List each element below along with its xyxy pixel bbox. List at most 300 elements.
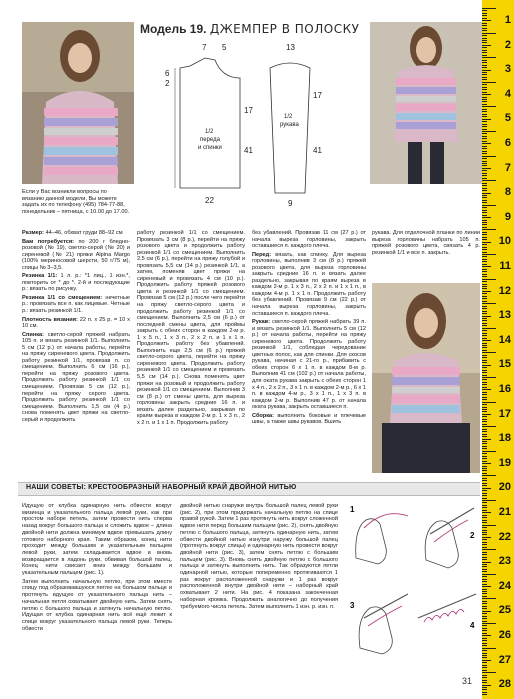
ruler-tick bbox=[482, 443, 487, 444]
ruler-tick bbox=[482, 468, 487, 469]
ruler-tick bbox=[482, 261, 487, 262]
tips-step-1: Идущую от клубка одинарную нить обвести вокруг мизинца и указательного пальца левой руки, как при простом наборе петель, затем провести нить сперва назад вокруг большого пальца и сложить вдвое – длина двойной нити должна минимум вдвое превышать длину готового наборного края. Таким образом, конец нити проходит между большим и указательным пальцем левой руки, затем складывается вдвое и вновь возвращается в ладонь руки, обвивая большой палец. Конец нити свисает вниз между большим и указательным пальцем (рис. 1). bbox=[22, 503, 172, 577]
tips-step-2: Затем выполнить начальную петлю, при этом вместе спицу под образовавшуюся петлю на большом пальце и протянуть идущую от указательного пальца нить – начальная петля охватывает двойную нить. Затем снять петлю с большого пальца и затянуть начальную петлю. Идущая от клубка одинарная нить всё ещё лежит к спице вокруг указательного пальца левой руки. Теперь обвести bbox=[22, 578, 172, 632]
ruler-tick bbox=[482, 571, 487, 572]
ruler-tick bbox=[482, 589, 487, 590]
ruler-tick bbox=[482, 470, 487, 471]
ruler-tick bbox=[482, 389, 491, 390]
ruler-number: 21 bbox=[498, 506, 511, 518]
ruler-tick bbox=[482, 254, 496, 255]
ruler-tick bbox=[482, 116, 487, 117]
ruler-tick bbox=[482, 121, 487, 122]
ruler-tick bbox=[482, 638, 487, 639]
ruler-tick bbox=[482, 109, 487, 110]
ruler-tick bbox=[482, 333, 487, 334]
ruler-tick bbox=[482, 446, 487, 447]
ruler-tick bbox=[482, 67, 487, 68]
ruler-tick bbox=[482, 500, 496, 501]
ruler-tick bbox=[482, 126, 487, 127]
ruler-tick bbox=[482, 662, 487, 663]
ruler-tick bbox=[482, 689, 487, 690]
ruler-tick bbox=[482, 234, 487, 235]
ruler-tick bbox=[482, 212, 487, 213]
ruler-tick bbox=[482, 569, 487, 570]
ruler-tick bbox=[482, 249, 487, 250]
tips-column-1 bbox=[22, 503, 172, 634]
schema-sleeve-height: 41 bbox=[313, 146, 322, 155]
ruler-tick bbox=[482, 35, 487, 36]
ruler-tick bbox=[482, 377, 496, 378]
ruler-tick bbox=[482, 672, 496, 673]
ruler-tick bbox=[482, 625, 487, 626]
ruler-number: 3 bbox=[504, 63, 511, 76]
ruler-tick bbox=[482, 205, 496, 206]
ruler-tick bbox=[482, 557, 487, 558]
ruler-tick bbox=[482, 170, 487, 171]
front-paragraph: Перед: вязать, как спинку. Для выреза горловины, выполнив 3 см (8 р.) пряжей розового цвета, для выреза горловины закрыть средние 16 п. и вязать далее раздельно, закрывая по краям выреза в каждом 2-м р. 1 х 3 п., 2 х 2 п. и 1 х 1 п., в каждом 4-м р. 1 х 1 п. Продолжить работу без убавлений. Провязав 9 см (22 р.) от начала выреза горловины, закрыть оставшиеся п. каждого плеча. bbox=[252, 251, 366, 317]
schema-front-top-6: 6 bbox=[165, 69, 170, 78]
ruler-tick bbox=[482, 188, 487, 189]
ruler-tick bbox=[482, 200, 487, 201]
schema-sleeve-label-1: 1/2 bbox=[284, 114, 293, 120]
ruler-tick bbox=[482, 670, 487, 671]
ruler-tick bbox=[482, 537, 491, 538]
size-paragraph: Размер: 44–46, обхват груди 88–92 см bbox=[22, 230, 123, 236]
model-photo-front bbox=[22, 22, 134, 184]
ruler-tick bbox=[482, 633, 487, 634]
ruler-tick bbox=[482, 411, 487, 412]
ruler-tick bbox=[482, 539, 487, 540]
ruler-tick bbox=[482, 136, 487, 137]
svg-text:2: 2 bbox=[470, 531, 475, 540]
model-photo-front-image bbox=[22, 22, 134, 184]
ruler-tick bbox=[482, 193, 491, 194]
ruler-tick bbox=[482, 429, 487, 430]
ruler-tick bbox=[482, 207, 487, 208]
ruler-tick bbox=[482, 259, 487, 260]
ruler-tick bbox=[482, 547, 487, 548]
model-number: Модель 19. bbox=[140, 22, 207, 36]
ruler-number: 23 bbox=[498, 555, 511, 568]
ruler-tick bbox=[482, 517, 487, 518]
ruler-tick bbox=[482, 153, 487, 154]
ruler-tick bbox=[482, 667, 487, 668]
back-continued-paragraph: работу резинкой 1/1 со смещением. Провязать 3 см (8 р.), перейти на пряжу розового цвета и продолжить работу резинкой 1/1 со смещением. Выполнить 2,5 см (6 р.), перейти на пряжу голубой и провязать 5,5 см (14 р.) резинкой 1/1, а затем, поменяв цвет пряжи на сиреневый и провязать 4 см (10 р.). Продолжить работу пряжей розового цвета и резинкой 1/1 со смещением. Провязав 5 см (12 р.) после чего перейти на пряжу светло-серого цвета и продолжить работу резинкой 1/1 со смещением. Выполнить 2,5 см (6 р.) от последней смены цвета, для проймы закрыть с обеих сторон в каждом 2-м р. 1 х 5 п., 1 х 3 п., 2 х 2 п. и 1 х 1 п. Продолжить работу без убавлений. Выполнить еще 2,5 см (6 р.) пряжей светло-серого цвета, перейти на пряжу сиреневого цвета. Продолжить работу резинкой 1/1 со смещением и провязать 5,5 см (14 р.). Снова поменять цвет пряжи на розовый и продолжить работу резинкой 1/1 со смещением. Выполнив 3 см (8 р.) от смены цвета, для выреза горловины закрыть средние 16 п. и вязать далее раздельно, закрывая по краям выреза в каждом 2-м р. 1 х 3 п., 2 х 2 п. и 1 х 1 п. Продолжить работу bbox=[137, 230, 245, 426]
ruler-tick bbox=[482, 190, 487, 191]
ruler-tick bbox=[482, 687, 487, 688]
ruler-tick bbox=[482, 421, 487, 422]
ruler-tick bbox=[482, 60, 487, 61]
ruler-tick bbox=[482, 232, 487, 233]
model-photo-seated bbox=[372, 283, 480, 473]
ruler-tick bbox=[482, 165, 487, 166]
ruler-tick bbox=[482, 264, 487, 265]
ruler-tick bbox=[482, 525, 496, 526]
ruler-tick bbox=[482, 375, 487, 376]
schema-front-top-2: 2 bbox=[165, 79, 170, 88]
ruler-tick bbox=[482, 131, 496, 132]
model-photo-full bbox=[370, 22, 482, 184]
ruler-tick bbox=[482, 453, 487, 454]
ruler-tick bbox=[482, 224, 487, 225]
ruler-tick bbox=[482, 581, 487, 582]
ruler-tick bbox=[482, 237, 487, 238]
ruler-tick bbox=[482, 161, 487, 162]
ruler-tick bbox=[482, 197, 487, 198]
svg-text:3: 3 bbox=[350, 601, 355, 610]
ruler-tick bbox=[482, 303, 496, 304]
schema-front-label-2: переда bbox=[200, 137, 220, 143]
ruler-tick bbox=[482, 124, 487, 125]
ruler-tick bbox=[482, 379, 487, 380]
ruler-tick bbox=[482, 507, 487, 508]
ruler-tick bbox=[482, 45, 491, 46]
figure-1 bbox=[350, 505, 408, 564]
ruler-tick bbox=[482, 323, 487, 324]
ruler-tick bbox=[482, 601, 487, 602]
ruler-tick bbox=[482, 183, 487, 184]
ruler-tick bbox=[482, 591, 487, 592]
ruler-number: 19 bbox=[498, 456, 511, 469]
ruler-tick bbox=[482, 247, 487, 248]
ruler-tick bbox=[482, 478, 487, 479]
ruler-tick bbox=[482, 291, 491, 292]
ruler-tick bbox=[482, 515, 487, 516]
ruler-tick bbox=[482, 680, 487, 681]
ruler-tick bbox=[482, 163, 487, 164]
ruler-tick bbox=[482, 328, 496, 329]
ruler-tick bbox=[482, 104, 487, 105]
ruler-tick bbox=[482, 138, 487, 139]
ruler-tick bbox=[482, 215, 487, 216]
ruler-tick bbox=[482, 47, 487, 48]
ruler-number: 2 bbox=[504, 38, 511, 51]
ruler-tick bbox=[482, 463, 491, 464]
ruler-tick bbox=[482, 657, 487, 658]
text-column-4 bbox=[372, 230, 480, 258]
ruler-number: 7 bbox=[504, 161, 511, 174]
ruler-tick bbox=[482, 279, 496, 280]
schema-sleeve-bottom: 9 bbox=[288, 199, 293, 208]
ruler-tick bbox=[482, 30, 487, 31]
ruler-tick bbox=[482, 451, 496, 452]
ruler-tick bbox=[482, 660, 491, 661]
ruler-tick bbox=[482, 99, 487, 100]
ruler-tick bbox=[482, 458, 487, 459]
ruler-number: 11 bbox=[499, 260, 511, 272]
ruler-tick bbox=[482, 456, 487, 457]
ruler-number: 22 bbox=[498, 530, 511, 543]
ruler-number: 27 bbox=[498, 653, 511, 666]
ruler-tick bbox=[482, 562, 491, 563]
ruler-tick bbox=[482, 173, 487, 174]
ruler-tick bbox=[482, 94, 491, 95]
ruler-tick bbox=[482, 180, 496, 181]
tips-header bbox=[18, 482, 480, 496]
ruler-tick bbox=[482, 229, 496, 230]
ruler-tick bbox=[482, 616, 487, 617]
ruler-tick bbox=[482, 628, 487, 629]
ruler-tick bbox=[482, 404, 487, 405]
ruler-tick bbox=[482, 318, 487, 319]
ruler-tick bbox=[482, 399, 487, 400]
ruler-tick bbox=[482, 320, 487, 321]
ruler-tick bbox=[482, 352, 496, 353]
ruler-tick bbox=[482, 502, 487, 503]
ruler-tick bbox=[482, 655, 487, 656]
ruler-tick bbox=[482, 372, 487, 373]
ruler-tick bbox=[482, 574, 496, 575]
ruler-tick bbox=[482, 151, 487, 152]
ruler-tick bbox=[482, 407, 487, 408]
ruler-tick bbox=[482, 106, 496, 107]
ruler-tick bbox=[482, 439, 491, 440]
ruler-number: 5 bbox=[504, 112, 511, 125]
schema-front-shoulder: 7 bbox=[202, 43, 207, 52]
ruler-tick bbox=[482, 338, 487, 339]
ruler-number: 16 bbox=[498, 383, 511, 395]
ruler-tick bbox=[482, 554, 487, 555]
ruler-tick bbox=[482, 244, 487, 245]
model-photo-full-image bbox=[370, 22, 482, 184]
model-photo-seated-image bbox=[372, 283, 480, 473]
ruler-tick bbox=[482, 119, 491, 120]
figure-3 bbox=[350, 594, 408, 654]
ruler-number: 1 bbox=[504, 14, 511, 26]
ruler-tick bbox=[482, 603, 487, 604]
ruler-tick bbox=[482, 564, 487, 565]
ruler-tick bbox=[482, 220, 487, 221]
neckband-paragraph: рукава. Для отделочной планки по линии выреза горловины набрать 105 п. пряжей розового цвета, связать 4 р. резинкой 1/1 и все п. закрыть. bbox=[372, 230, 480, 256]
ruler-tick bbox=[482, 15, 487, 16]
ruler-number: 10 bbox=[498, 235, 511, 248]
ruler-tick bbox=[482, 505, 487, 506]
ruler-tick bbox=[482, 593, 487, 594]
ruler-tick bbox=[482, 392, 487, 393]
ruler-tick bbox=[482, 416, 487, 417]
ruler-tick bbox=[482, 298, 487, 299]
ruler-tick bbox=[482, 239, 487, 240]
article-title bbox=[140, 22, 359, 36]
ruler-tick bbox=[482, 266, 491, 267]
ruler-tick bbox=[482, 340, 491, 341]
ruler-tick bbox=[482, 611, 491, 612]
ruler-number: 15 bbox=[498, 358, 511, 371]
ruler-tick bbox=[482, 42, 487, 43]
tips-title: НАШИ СОВЕТЫ: КРЕСТООБРАЗНЫЙ НАБОРНЫЙ КРАЙ ДВОЙНОЙ НИТЬЮ bbox=[26, 484, 297, 491]
ruler-tick bbox=[482, 271, 487, 272]
text-column-1 bbox=[22, 230, 130, 425]
ruler-tick bbox=[482, 367, 487, 368]
ruler-tick bbox=[482, 330, 487, 331]
ruler-number: 24 bbox=[498, 579, 511, 592]
gauge-paragraph: Плотность вязания: 22 п. х 25 р. = 10 х 10 см. bbox=[22, 316, 130, 330]
ruler-tick bbox=[482, 461, 487, 462]
ruler-tick bbox=[482, 552, 487, 553]
ruler-tick bbox=[482, 402, 496, 403]
back-end-paragraph: без убавлений. Провязав 11 см (27 р.) от начала выреза горловины, закрыть оставшиеся п. каждого плеча. bbox=[252, 230, 366, 250]
ruler-tick bbox=[482, 598, 496, 599]
ruler-tick bbox=[482, 414, 491, 415]
ruler-tick bbox=[482, 146, 487, 147]
ruler-tick bbox=[482, 65, 487, 66]
ruler-tick bbox=[482, 630, 487, 631]
ruler-tick bbox=[482, 335, 487, 336]
ruler-tick bbox=[482, 286, 487, 287]
page-number: 31 bbox=[462, 676, 473, 686]
ruler-tick bbox=[482, 293, 487, 294]
ruler-tick bbox=[482, 534, 487, 535]
ruler-tick bbox=[482, 542, 487, 543]
ruler-tick bbox=[482, 586, 491, 587]
ruler-tick bbox=[482, 101, 487, 102]
ruler-tick bbox=[482, 397, 487, 398]
ruler-tick bbox=[482, 20, 491, 21]
ruler-tick bbox=[482, 79, 487, 80]
ruler-tick bbox=[482, 424, 487, 425]
ruler-tick bbox=[482, 288, 487, 289]
ruler-tick bbox=[482, 512, 491, 513]
svg-text:1: 1 bbox=[350, 505, 355, 514]
ruler-number: 26 bbox=[498, 629, 511, 641]
ruler-tick bbox=[482, 55, 487, 56]
ruler-tick bbox=[482, 544, 487, 545]
ruler-tick bbox=[482, 97, 487, 98]
svg-text:4: 4 bbox=[470, 621, 475, 630]
ruler-number: 13 bbox=[498, 309, 511, 322]
ruler-tick bbox=[482, 129, 487, 130]
ruler-tick bbox=[482, 313, 487, 314]
ruler-tick bbox=[482, 419, 487, 420]
ruler-tick bbox=[482, 133, 487, 134]
ruler-tick bbox=[482, 608, 487, 609]
ruler-tick bbox=[482, 227, 487, 228]
schema-sleeve-top: 13 bbox=[286, 43, 295, 52]
ruler-tick bbox=[482, 520, 487, 521]
ruler-tick bbox=[482, 18, 487, 19]
ruler-tick bbox=[482, 178, 487, 179]
ruler-tick bbox=[482, 70, 491, 71]
ruler-tick bbox=[482, 256, 487, 257]
ruler-tick bbox=[482, 175, 487, 176]
ruler-tick bbox=[482, 82, 496, 83]
ruler-tick bbox=[482, 345, 487, 346]
ruler-tick bbox=[482, 325, 487, 326]
ruler-tick bbox=[482, 436, 487, 437]
ruler-tick bbox=[482, 665, 487, 666]
ruler-tick bbox=[482, 685, 491, 686]
ruler-tick bbox=[482, 87, 487, 88]
ruler-number: 9 bbox=[504, 210, 511, 223]
ruler-tick bbox=[482, 141, 487, 142]
ruler-tick bbox=[482, 57, 496, 58]
model-name: ДЖЕМПЕР В ПОЛОСКУ bbox=[209, 22, 360, 36]
ruler-tick bbox=[482, 493, 487, 494]
figure-2 bbox=[425, 508, 475, 568]
ruler-tick bbox=[482, 488, 491, 489]
ruler-tick bbox=[482, 168, 491, 169]
back-paragraph: Спинка: светло-серой пряжей набрать 105 п. и вязать резинкой 1/1. Выполнить 5 см (12 р.) от начала работы, перейти на пряжу сиреневого цвета. Продолжить работу резинкой 1/1, провязав п. со смещением. Выполнить 6 см (16 р.), перейти на пряжу розового цвета. Продолжить работу резинкой 1/1 со смещением. Провязав 5 см (12 р.), перейти на пряжу серого цвета. Продолжить работу резинкой 1/1 со смещением. Выполнить 1,5 см (4 р.) снова поменять цвет пряжи на светло-серый и продолжить bbox=[22, 331, 130, 423]
ruler-tick bbox=[482, 370, 487, 371]
ruler-tick bbox=[482, 623, 496, 624]
ruler-number: 20 bbox=[498, 481, 511, 494]
schema-front-arm: 17 bbox=[244, 106, 253, 115]
ruler-tick bbox=[482, 28, 487, 29]
measuring-ruler bbox=[482, 0, 514, 699]
ruler-tick bbox=[482, 343, 487, 344]
ruler-tick bbox=[482, 269, 487, 270]
ruler-tick bbox=[482, 648, 496, 649]
ruler-tick bbox=[482, 621, 487, 622]
schema-sleeve-label-2: рукава bbox=[280, 122, 299, 128]
ruler-number: 18 bbox=[498, 432, 511, 445]
assembly-paragraph: Сборка: выполнить боковые и плечевые швы, а также швы рукавов. Вшить bbox=[252, 412, 366, 426]
ruler-tick bbox=[482, 434, 487, 435]
ruler-tick bbox=[482, 195, 487, 196]
ruler-tick bbox=[482, 566, 487, 567]
ruler-tick bbox=[482, 89, 487, 90]
ruler-tick bbox=[482, 394, 487, 395]
ruler-tick bbox=[482, 311, 487, 312]
ruler-tick bbox=[482, 510, 487, 511]
ruler-tick bbox=[482, 365, 491, 366]
ruler-tick bbox=[482, 692, 487, 693]
ruler-tick bbox=[482, 431, 487, 432]
ruler-tick bbox=[482, 635, 491, 636]
ruler-tick bbox=[482, 532, 487, 533]
ruler-tick bbox=[482, 643, 487, 644]
ruler-number: 8 bbox=[504, 186, 511, 199]
ruler-tick bbox=[482, 387, 487, 388]
ruler-tick bbox=[482, 316, 491, 317]
ruler-number: 6 bbox=[504, 137, 511, 149]
ruler-tick bbox=[482, 156, 496, 157]
ruler-tick bbox=[482, 357, 487, 358]
rib-offset-paragraph: Резинка 1/1 со смещением: нечетные р.: провязать все п. как лицевые. Четные р.: вязать резинкой 1/1. bbox=[22, 294, 130, 315]
ruler-tick bbox=[482, 613, 487, 614]
ruler-tick bbox=[482, 645, 487, 646]
ruler-tick bbox=[482, 62, 487, 63]
ruler-tick bbox=[482, 675, 487, 676]
schema-front-width: 22 bbox=[205, 196, 214, 205]
ruler-tick bbox=[482, 74, 487, 75]
ruler-tick bbox=[482, 23, 487, 24]
ruler-tick bbox=[482, 495, 487, 496]
ruler-tick bbox=[482, 382, 487, 383]
ruler-tick bbox=[482, 296, 487, 297]
ruler-tick bbox=[482, 527, 487, 528]
ruler-tick bbox=[482, 480, 487, 481]
ruler-tick bbox=[482, 143, 491, 144]
ruler-tick bbox=[482, 473, 487, 474]
schema-front-neck: 5 bbox=[222, 43, 227, 52]
ruler-tick bbox=[482, 653, 487, 654]
ruler-tick bbox=[482, 202, 487, 203]
ruler-tick bbox=[482, 360, 487, 361]
ruler-tick bbox=[482, 522, 487, 523]
text-column-2 bbox=[137, 230, 245, 428]
ruler-number: 17 bbox=[498, 407, 511, 420]
ruler-tick bbox=[482, 677, 487, 678]
ruler-tick bbox=[482, 222, 487, 223]
ruler-tick bbox=[482, 584, 487, 585]
ruler-tick bbox=[482, 347, 487, 348]
ruler-tick bbox=[482, 40, 487, 41]
materials-paragraph: Вам потребуется: по 200 г бледно-розовой (№ 19), светло-серой (№ 20) и сиреневой (№ 21) пряжи Alpina Margo (100% мериносовой шерсти, 50 г/75 м), спицы № 3–3,5. bbox=[22, 238, 130, 271]
ruler-tick bbox=[482, 38, 487, 39]
ruler-tick bbox=[482, 50, 487, 51]
ruler-tick bbox=[482, 448, 487, 449]
